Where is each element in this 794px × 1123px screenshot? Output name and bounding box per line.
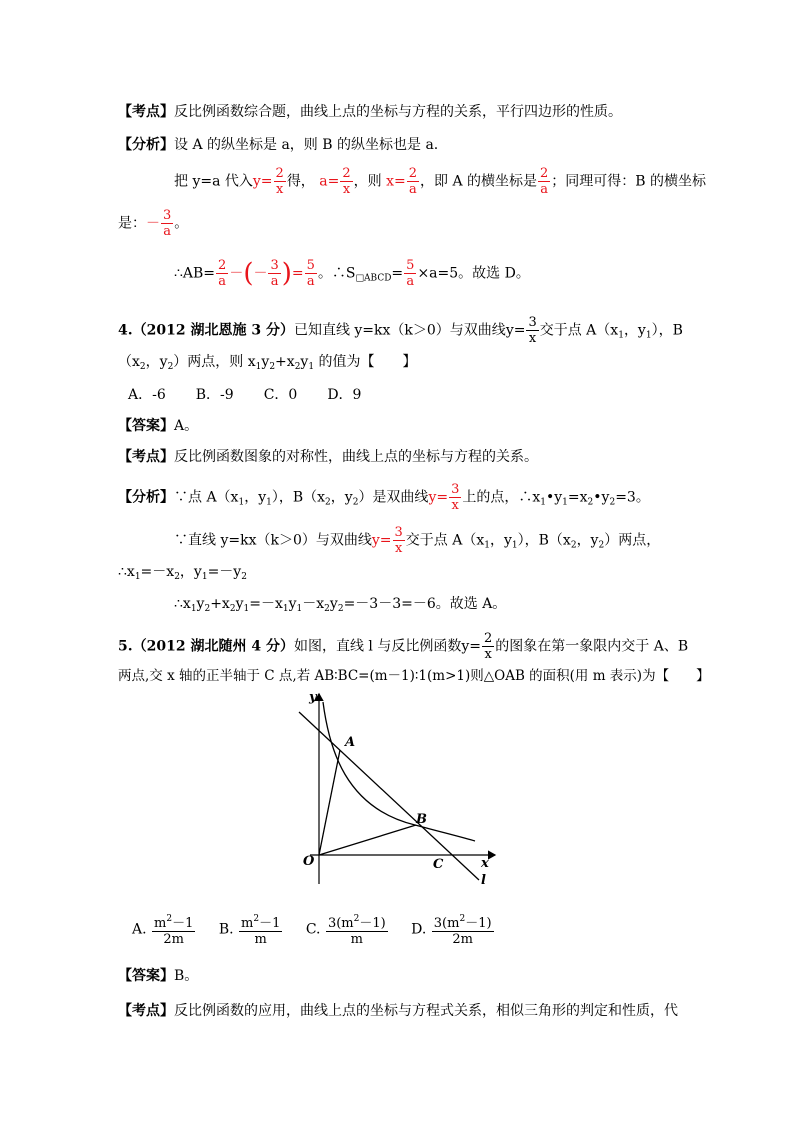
- fraction: $\frac{3}{x}$: [528, 315, 537, 346]
- kaodian-text: 反比例函数图象的对称性，曲线上点的坐标与方程的关系。: [174, 449, 538, 465]
- fraction: $\frac{2}{a}$: [218, 258, 227, 289]
- question-4-fenxi-4: $\therefore x_1y_2+x_2y_1=-x_1y_1-x_2y_2=-3-3=-6$。故选 A。: [174, 596, 507, 614]
- negative-sign: －: [253, 265, 268, 282]
- fraction: $\frac{5}{a}$: [306, 258, 315, 289]
- fraction: $\frac{3}{a}$: [270, 258, 279, 289]
- question-number: 4.: [118, 322, 133, 339]
- hyperbola-curve: [323, 702, 475, 841]
- label-l: l: [481, 873, 486, 888]
- kaodian-tag: 【考点】: [118, 449, 174, 465]
- fraction: $\frac{2}{a}$: [408, 166, 417, 197]
- paren-right: ): [281, 258, 292, 289]
- kaodian-tag: 【考点】: [118, 104, 174, 120]
- question-5-line-2: [118, 666, 710, 686]
- question-5-answer: [118, 966, 198, 986]
- text-segment: 已知直线 y=kx（k＞0）与双曲线: [293, 322, 506, 339]
- kaodian-text: 反比例函数综合题，曲线上点的坐标与方程的关系，平行四边形的性质。: [174, 104, 622, 120]
- formula-y: y=: [461, 638, 481, 655]
- option-b: B. $\frac{m^2-1}{m}$: [218, 914, 281, 947]
- fraction: $\frac{5}{a}$: [406, 258, 415, 289]
- segment-oa: [319, 750, 340, 855]
- fraction: $\frac{2}{x}$: [275, 166, 284, 197]
- question-source: （2012 湖北恩施 3 分）: [132, 322, 294, 339]
- label-c: C: [433, 857, 444, 872]
- formula-y: y=: [428, 489, 449, 506]
- fenxi-text: 设 A 的纵坐标是 a，则 B 的纵坐标也是 a.: [174, 137, 439, 153]
- fenxi-line-4: [174, 258, 530, 289]
- text-segment: 把 y=a 代入: [174, 173, 253, 190]
- question-5-options: [132, 912, 495, 947]
- fenxi-tag: 【分析】: [118, 489, 174, 506]
- option-a: A．-6: [128, 387, 166, 403]
- fenxi-line-3: [118, 208, 188, 239]
- formula-y: y=: [505, 322, 526, 339]
- segment-ob: [319, 825, 416, 855]
- fenxi-line-1: [118, 135, 438, 155]
- kaodian-line-1: [118, 102, 622, 122]
- formula-y: y=: [371, 532, 392, 549]
- text-segment: ，即 A 的横坐标是: [420, 173, 538, 190]
- equals-sign: =: [291, 265, 304, 282]
- subscript: □ABCD: [355, 273, 392, 284]
- option-d: D．9: [327, 387, 362, 403]
- question-number: 5.: [118, 638, 133, 655]
- fraction: $\frac{2}{a}$: [540, 166, 549, 197]
- text-segment: 是：: [118, 215, 146, 232]
- text-segment: 。: [174, 215, 189, 232]
- fraction: $\frac{2}{x}$: [342, 166, 351, 197]
- question-4-answer: [118, 416, 198, 436]
- formula-y: y=: [252, 173, 273, 190]
- label-o: O: [303, 854, 315, 869]
- fraction: $\frac{2}{x}$: [483, 631, 493, 662]
- question-4-fenxi-2: ∵直线 y=kx（k＞0）与双曲线y= $\frac{3}{x}$ 交于点 $A(x_1$，$y_1$），$B(x_2$，$y_2$）两点，: [174, 525, 661, 556]
- label-b: B: [416, 812, 427, 827]
- question-4: 4.（2012 湖北恩施 3 分）已知直线 y=kx（k＞0）与双曲线y= $\frac{3}{x}$ 交于点 $A(x_1$，$y_1$），B: [118, 315, 683, 346]
- text-segment: 交于点 A（x: [539, 322, 619, 339]
- formula-x: x=: [386, 173, 406, 190]
- text-segment: =: [391, 265, 404, 282]
- fraction: $\frac{3}{a}$: [163, 208, 172, 239]
- fenxi-line-2: [174, 166, 706, 197]
- option-c: C. $\frac{3(m^2-1)}{m}$: [305, 914, 386, 947]
- option-a: A. $\frac{m^2-1}{2m}$: [132, 914, 194, 947]
- minus-sign: －: [229, 265, 244, 282]
- question-4-fenxi: 【分析】∵点 $A(x_1$，$y_1$），$B(x_2$，$y_2$）是双曲线y= $\frac{3}{x}$ 上的点，$\therefore x_1•y_1=x_2•y_2=3$。: [118, 482, 650, 513]
- question-text: 两点,交 x 轴的正半轴于 C 点,若 AB∶BC=(m－1)∶1(m>1)则△OAB 的面积(用 m 表示)为【 】: [118, 668, 710, 684]
- fenxi-tag: 【分析】: [118, 137, 174, 153]
- fraction: $\frac{3}{x}$: [451, 482, 460, 513]
- text-segment: 。∴S: [317, 265, 356, 282]
- question-4-kaodian: [118, 447, 538, 467]
- formula-a: a=: [319, 173, 340, 190]
- question-source: （2012 湖北随州 4 分）: [132, 638, 294, 655]
- question-4-line-2: （$x_2$，$y_2$）两点，则 $x_1y_2+x_2y_1$ 的值为【 】: [118, 354, 417, 372]
- option-c: C．0: [263, 387, 298, 403]
- text-segment: ，则: [353, 173, 382, 190]
- text-segment: ；同理可得：B 的横坐标: [551, 173, 707, 190]
- question-5-kaodian: [118, 1001, 678, 1021]
- answer-tag: 【答案】: [118, 418, 174, 434]
- answer-tag: 【答案】: [118, 968, 174, 984]
- question-5: 5.（2012 湖北随州 4 分）如图，直线 l 与反比例函数y= $\frac{2}{x}$ 的图象在第一象限内交于 A、B: [118, 631, 689, 662]
- text-segment: ∴AB=: [174, 265, 216, 282]
- option-d: D. $\frac{3(m^2-1)}{2m}$: [411, 914, 492, 947]
- paren-left: (: [243, 258, 254, 289]
- text-segment: 得，: [286, 173, 315, 190]
- negative-sign: －: [146, 215, 160, 232]
- label-a: A: [345, 735, 356, 750]
- label-y: y: [309, 690, 317, 705]
- question-4-options: [128, 385, 391, 405]
- answer-text: A。: [174, 418, 199, 434]
- function-diagram: [285, 688, 510, 894]
- question-4-fenxi-3: $\therefore x_1=-x_2$，$y_1=-y_2$: [118, 564, 247, 582]
- text-segment: ×a=5。故选 D。: [417, 265, 530, 282]
- label-x: x: [481, 856, 489, 871]
- answer-text: B。: [174, 968, 199, 984]
- kaodian-tag: 【考点】: [118, 1003, 174, 1019]
- option-b: B．-9: [195, 387, 234, 403]
- fraction: $\frac{3}{x}$: [394, 525, 403, 556]
- kaodian-text: 反比例函数的应用，曲线上点的坐标与方程式关系，相似三角形的判定和性质，代: [174, 1003, 678, 1019]
